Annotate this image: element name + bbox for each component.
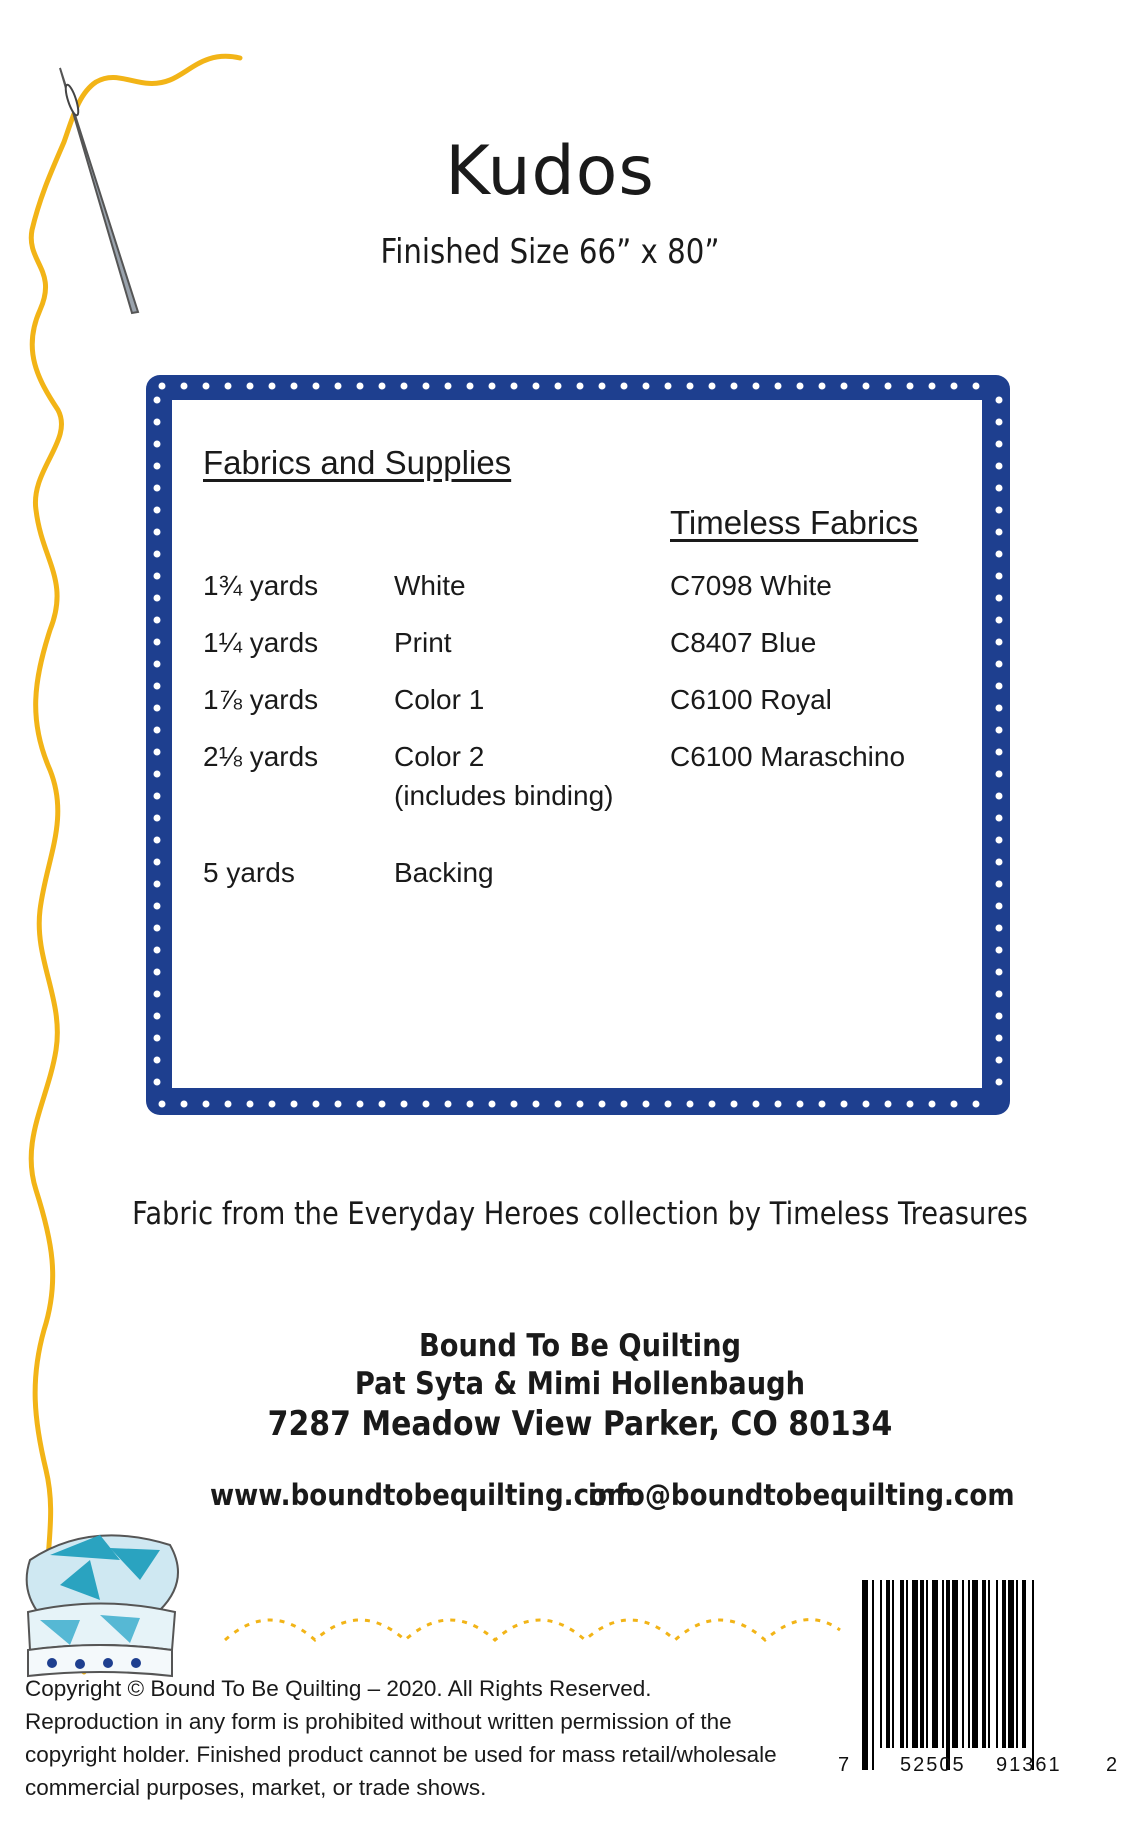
row-name: Color 1 (394, 684, 485, 715)
row-note: (includes binding) (394, 780, 614, 811)
website-link[interactable]: www.boundtobequilting.com (210, 1478, 635, 1512)
row-fabric: C7098 White (670, 570, 832, 601)
company-name: Bound To Be Quilting (418, 1328, 742, 1364)
collection-tagline: Fabric from the Everyday Heroes collection by Timeless Treasures (132, 1196, 1028, 1232)
supplies-heading: Fabrics and Supplies (203, 444, 512, 481)
row-amount: 1¾ yards (203, 570, 319, 601)
barcode-digit-first: 7 (838, 1754, 850, 1776)
copyright-line: copyright holder. Finished product cannot be used for mass retail/wholesale (25, 1742, 777, 1767)
quilt-stack-icon (27, 1535, 178, 1676)
row-name: Color 2 (394, 741, 485, 772)
row-name: Backing (394, 857, 494, 888)
row-fabric: C6100 Maraschino (670, 741, 906, 772)
row-amount: 2⅛ yards (203, 741, 319, 772)
barcode-left-group: 52505 (900, 1754, 966, 1776)
row-name: Print (394, 627, 452, 658)
stitch-scallops (225, 1620, 840, 1640)
row-fabric: C8407 Blue (670, 627, 817, 658)
row-amount: 1⅞ yards (203, 684, 319, 715)
fabrics-heading: Timeless Fabrics (670, 504, 919, 541)
barcode (862, 1580, 1034, 1770)
copyright-line: commercial purposes, market, or trade shows. (25, 1775, 487, 1800)
copyright-line: Reproduction in any form is prohibited without written permission of the (25, 1709, 732, 1734)
barcode-check-digit: 2 (1106, 1754, 1118, 1776)
author-names: Pat Syta & Mimi Hollenbaugh (354, 1366, 806, 1402)
row-amount: 5 yards (203, 857, 295, 888)
copyright-line: Copyright © Bound To Be Quilting – 2020. All Rights Reserved. (25, 1676, 652, 1701)
street-address: 7287 Meadow View Parker, CO 80134 (267, 1404, 893, 1444)
copyright-notice (25, 1672, 855, 1804)
email-link[interactable]: info@boundtobequilting.com (588, 1478, 1015, 1512)
finished-size: Finished Size 66” x 80” (380, 232, 720, 272)
row-name: White (394, 570, 466, 601)
row-amount: 1¼ yards (203, 627, 319, 658)
pattern-title: Kudos (445, 132, 655, 211)
row-fabric: C6100 Royal (670, 684, 832, 715)
barcode-right-group: 91361 (996, 1754, 1062, 1776)
